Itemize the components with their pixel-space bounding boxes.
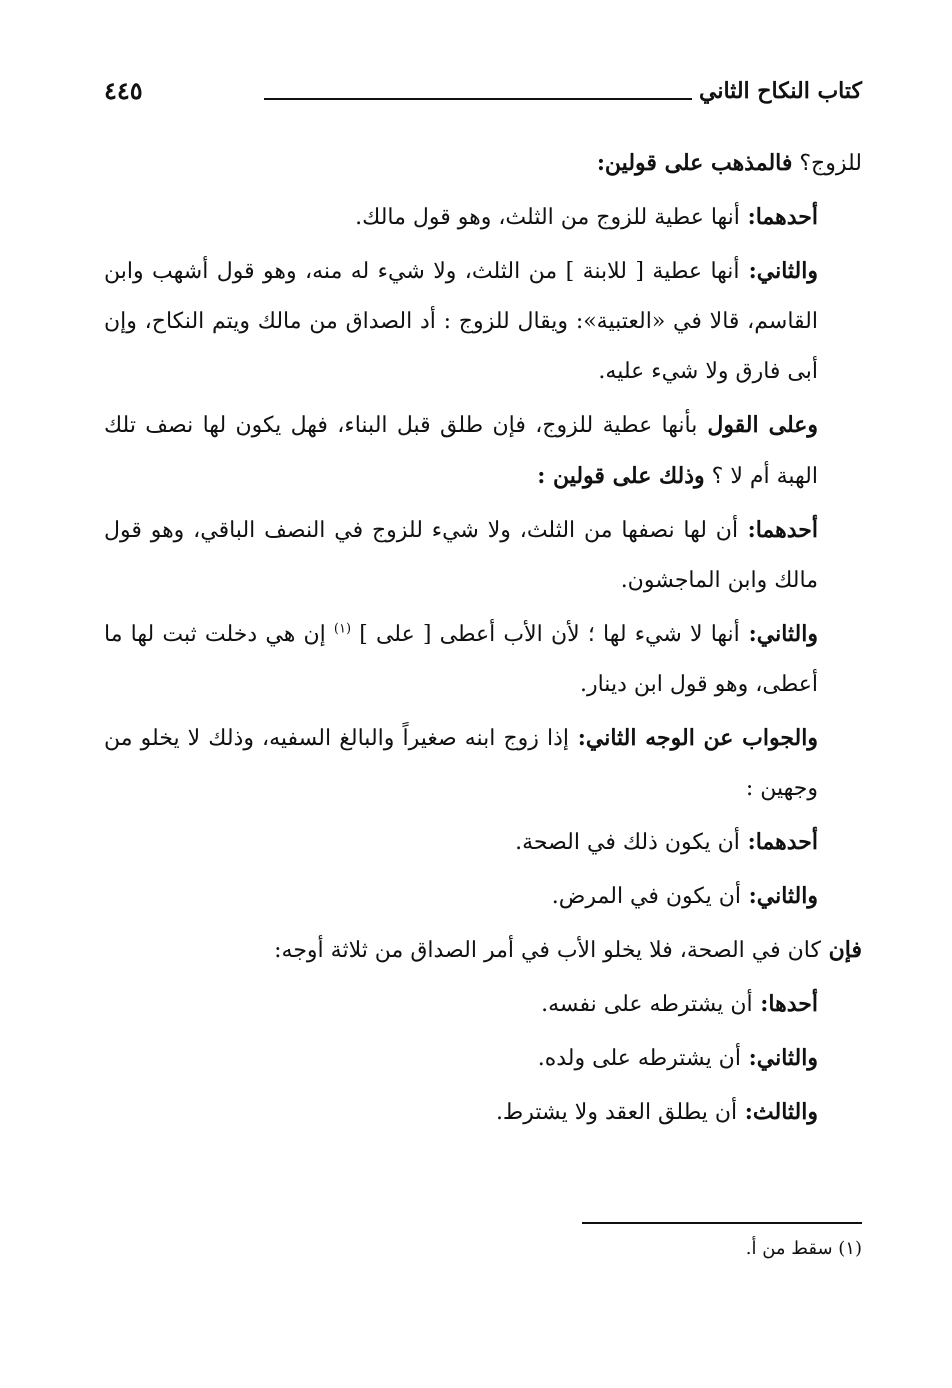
bold-lead-text: والثالث: xyxy=(737,1099,818,1125)
paragraph xyxy=(104,1087,862,1138)
header-rule xyxy=(264,98,692,100)
page-number: ٤٤٥ xyxy=(104,76,143,105)
paragraph-text: بأنها عطية للزوج، فإن طلق قبل البناء، فهل يكون لها نصف تلك الهبة أم لا ؟ xyxy=(104,413,818,489)
paragraph xyxy=(104,246,862,397)
bold-lead-text: أحدهما: xyxy=(738,517,818,543)
paragraph xyxy=(104,979,862,1030)
paragraph-text: أن يشترطه على ولده. xyxy=(537,1046,741,1071)
paragraph-text: أن يشترطه على نفسه. xyxy=(541,992,753,1017)
bold-lead-text: والثاني: xyxy=(740,883,818,909)
bold-lead-text: والثاني: xyxy=(739,621,818,647)
running-header xyxy=(104,76,862,116)
paragraph xyxy=(104,713,862,814)
bold-lead-text: أحدهما: xyxy=(739,204,818,230)
bold-lead-text: وعلى القول xyxy=(697,412,819,438)
paragraph xyxy=(104,400,862,502)
paragraph xyxy=(104,505,862,606)
paragraph-text: أنها عطية للزوج من الثلث، وهو قول مالك. xyxy=(355,205,740,230)
bold-lead-text: فإن xyxy=(820,937,862,963)
paragraph-text: أنها لا شيء لها ؛ لأن الأب أعطى [ على ] xyxy=(351,622,740,647)
paragraph-text: أنها عطية [ للابنة ] من الثلث، ولا شيء له منه، وهو قول أشهب وابن القاسم، قالا في «العتبية»: ويقال للزوج : أد الصداق من مالك ويتم النكاح، وإن أبى فارق ولا شيء عليه. xyxy=(104,259,818,384)
paragraph xyxy=(104,192,862,243)
bold-lead-text: والجواب عن الوجه الثاني: xyxy=(569,725,818,751)
paragraph xyxy=(104,1033,862,1084)
paragraph xyxy=(104,609,862,710)
bold-lead-text: وذلك على قولين : xyxy=(537,463,705,489)
paragraph xyxy=(104,871,862,922)
paragraph-text: أن يطلق العقد ولا يشترط. xyxy=(495,1100,738,1125)
main-text xyxy=(104,138,862,1141)
footnote-marker: (١) xyxy=(333,621,352,637)
footnote: (١) سقط من أ. xyxy=(745,1238,862,1259)
paragraph xyxy=(104,817,862,868)
bold-lead-text: والثاني: xyxy=(739,258,818,284)
bold-lead-text: أحدهما: xyxy=(739,829,818,855)
bold-lead-text: والثاني: xyxy=(740,1045,818,1071)
paragraph-text: أن يكون في المرض. xyxy=(551,884,741,909)
paragraph-text: للزوج؟ xyxy=(792,151,862,176)
paragraph-text: أن لها نصفها من الثلث، ولا شيء للزوج في النصف الباقي، وهو قول مالك وابن الماجشون. xyxy=(104,518,818,593)
paragraph xyxy=(104,138,862,189)
paragraph-text: إذا زوج ابنه صغيراً والبالغ السفيه، وذلك لا يخلو من وجهين : xyxy=(104,726,818,801)
paragraph-text: إن هي دخلت ثبت لها ما أعطى، وهو قول ابن دينار. xyxy=(104,622,818,697)
paragraph-text: أن يكون ذلك في الصحة. xyxy=(515,830,740,855)
footnote-rule xyxy=(582,1222,862,1224)
paragraph xyxy=(104,925,862,976)
paragraph-text: كان في الصحة، فلا يخلو الأب في أمر الصداق من ثلاثة أوجه: xyxy=(274,938,821,963)
bold-lead-text: أحدها: xyxy=(752,991,818,1017)
chapter-title: كتاب النكاح الثاني xyxy=(699,78,862,104)
bold-lead-text: فالمذهب على قولين: xyxy=(596,150,793,176)
